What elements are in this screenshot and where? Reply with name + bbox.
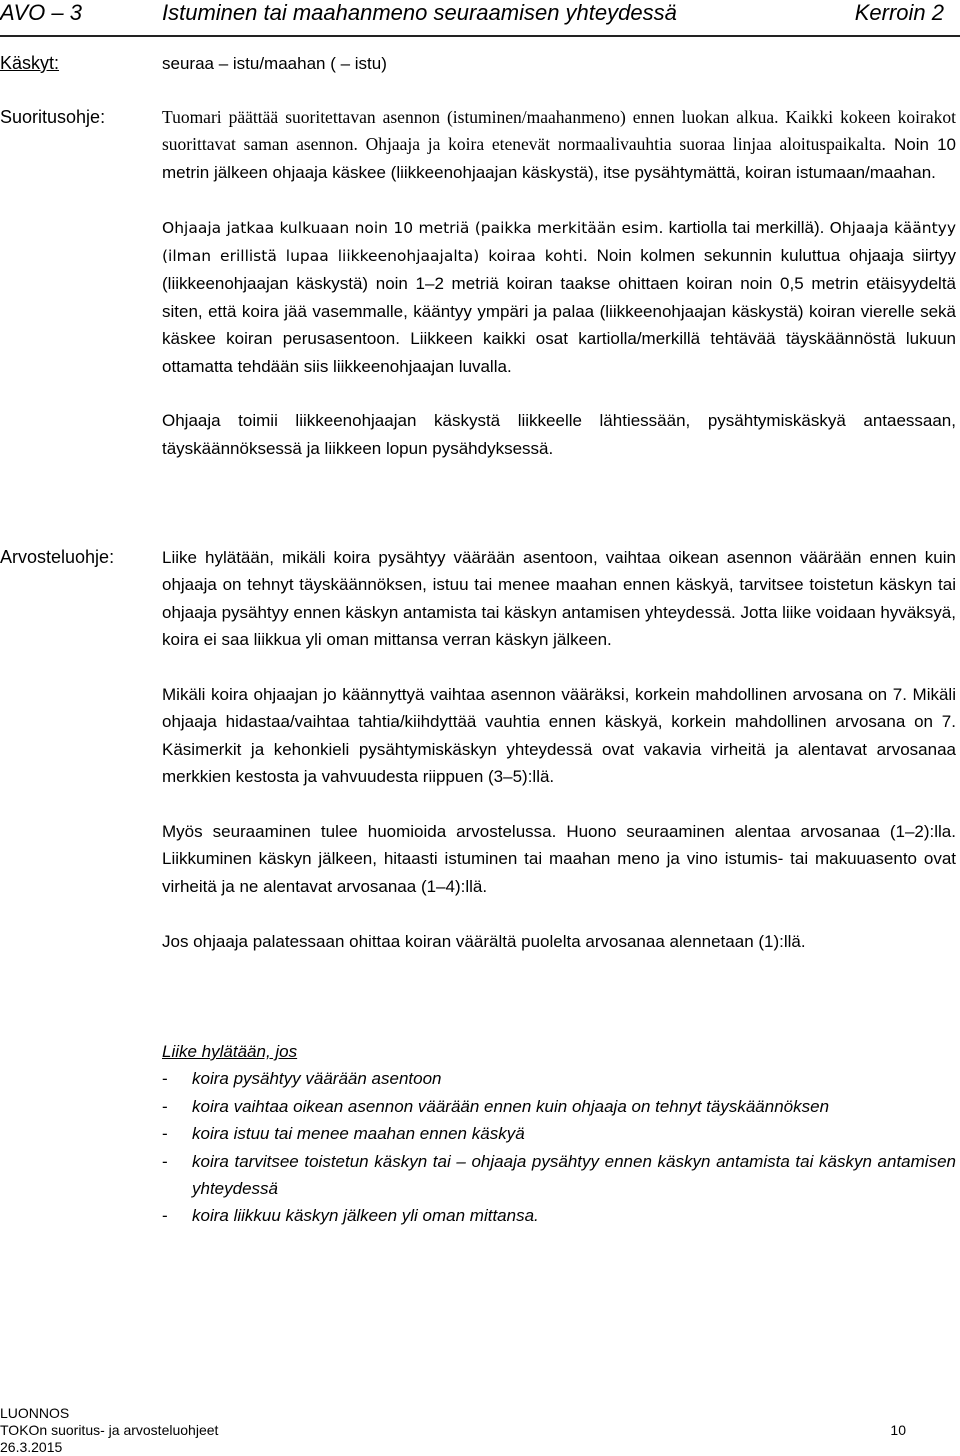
instructions-section [162, 104, 956, 462]
judging-paragraph-2: Mikäli koira ohjaajan jo käännyttyä vaihtaa asennon vääräksi, korkein mahdollinen arvosana on 7. Mikäli ohjaaja hidastaa/vaihtaa tahtia/kiihdyttää vauhtia ennen käskyä, korkein mahdollinen arvosana on 7. Käsimerkit ja kehonkieli pysähtymiskäskyn yhteydessä ovat vakavia virheitä ja alentavat arvosanaa merkkien kestosta ja vahvuudesta riippuen (3–5):llä. [162, 685, 956, 787]
footer-draft-label: LUONNOS [0, 1405, 70, 1421]
list-item: - koira liikkuu käskyn jälkeen yli oman mittansa. [162, 1202, 956, 1229]
list-item: - koira tarvitsee toistetun käskyn tai – ohjaaja pysähtyy ennen käskyn antamista tai käskyn antamisen yhteydessä [162, 1148, 956, 1203]
instructions-paragraph-3: Ohjaaja toimii liikkeenohjaajan käskystä liikkeelle lähtiessään, pysähtymiskäskyä antaessaan, täyskäännöksessä ja liikkeen lopun pysähdyksessä. [162, 411, 956, 458]
footer-page-number: 10 [890, 1422, 906, 1438]
header-divider [0, 35, 960, 37]
instructions-p1-sans: Noin 10 metrin jälkeen ohjaaja käskee (liikkeenohjaajan käskystä), itse pysähtymättä, koiran istumaan/maahan. [162, 135, 956, 182]
page-footer [0, 1405, 960, 1456]
judging-paragraph-4: Jos ohjaaja palatessaan ohittaa koiran väärältä puolelta arvosanaa alennetaan (1):llä. [162, 931, 806, 951]
judging-section [162, 544, 956, 955]
instructions-label: Suoritusohje: [0, 107, 106, 127]
dash-bullet: - [162, 1096, 168, 1116]
instructions-paragraph-1 [162, 104, 956, 186]
list-item: - koira vaihtaa oikean asennon väärään ennen kuin ohjaaja on tehnyt täyskäännöksen [162, 1093, 956, 1120]
judging-paragraph-3: Myös seuraaminen tulee huomioida arvostelussa. Huono seuraaminen alentaa arvosanaa (1–2):lla. Liikkuminen käskyn jälkeen, hitaasti istuminen tai maahan meno ja vino istumis- tai makuuasento ovat virheitä ja ne alentavat arvosanaa (1–4):llä. [162, 822, 956, 896]
disqualification-list [162, 1065, 956, 1229]
instructions-p2-part4: Noin kolmen sekunnin kuluttua ohjaaja siirtyy (liikkeenohjaajan käskystä) noin 1–2 metriä koiran taakse ohittaen koiran noin 0,5 metrin etäisyydeltä siten, että koira jää vasemmalle, kääntyy ympäri ja palaa (liikkeenohjaajan käskystä) koiran vierelle sekä käskee koiran perusasentoon. Liikkeen kaikki osat kartiolla/merkillä tehtävää täyskäännöstä lukuun ottamatta tehdään siis liikkeenohjaajan luvalla. [162, 246, 956, 376]
header-coefficient: Kerroin 2 [854, 0, 944, 25]
list-item: - koira istuu tai menee maahan ennen käskyä [162, 1120, 956, 1147]
footer-document-title: TOKOn suoritus- ja arvosteluohjeet [0, 1422, 219, 1438]
commands-text [162, 50, 956, 77]
judging-paragraph-1: Liike hylätään, mikäli koira pysähtyy väärään asentoon, vaihtaa oikean asennon väärään ennen kuin ohjaaja on tehnyt täyskäännöksen, istuu tai menee maahan ennen käskyä, tarvitsee toistetun käskyn tai ohjaaja pysähtyy ennen käskyn antamista tai käskyn antamisen yhteydessä. Jotta liike voidaan hyväksyä, koira ei saa liikkua yli oman mittansa verran käskyn jälkeen. [162, 548, 956, 650]
disqualification-title: Liike hylätään, jos [162, 1042, 298, 1061]
instructions-paragraph-2 [162, 214, 956, 380]
dash-bullet: - [162, 1124, 168, 1144]
disqualification-section [162, 1038, 956, 1230]
dash-bullet: - [162, 1206, 168, 1226]
header-move-code: AVO – 3 [0, 0, 82, 25]
dash-bullet: - [162, 1069, 168, 1089]
header-move-title: Istuminen tai maahanmeno seuraamisen yhteydessä [162, 0, 677, 25]
judging-label: Arvosteluohje: [0, 547, 115, 567]
footer-date: 26.3.2015 [0, 1439, 63, 1455]
list-item: - koira pysähtyy väärään asentoon [162, 1065, 956, 1092]
instructions-p1-serif: Tuomari päättää suoritettavan asennon (istuminen/maahanmeno) ennen luokan alkua. Kaikki kokeen koirakot suorittavat saman asennon. Ohjaaja ja koira etenevät normaalivauhtia suoraa linjaa aloituspaikalta. [162, 107, 956, 155]
instructions-p2-part2: kartiolla tai merkillä). [663, 217, 830, 237]
instructions-p2-part1: Ohjaaja jatkaa kulkuaan noin 10 metriä (paikka merkitään esim. [162, 218, 664, 237]
commands-value: seuraa – istu/maahan ( – istu) [162, 54, 387, 73]
dash-bullet: - [162, 1151, 168, 1171]
instructions-p2-part3: Ohjaaja kääntyy (ilman erillistä lupaa liikkeenohjaajalta) koiraa kohti. [162, 218, 957, 266]
commands-label: Käskyt: [0, 53, 60, 73]
